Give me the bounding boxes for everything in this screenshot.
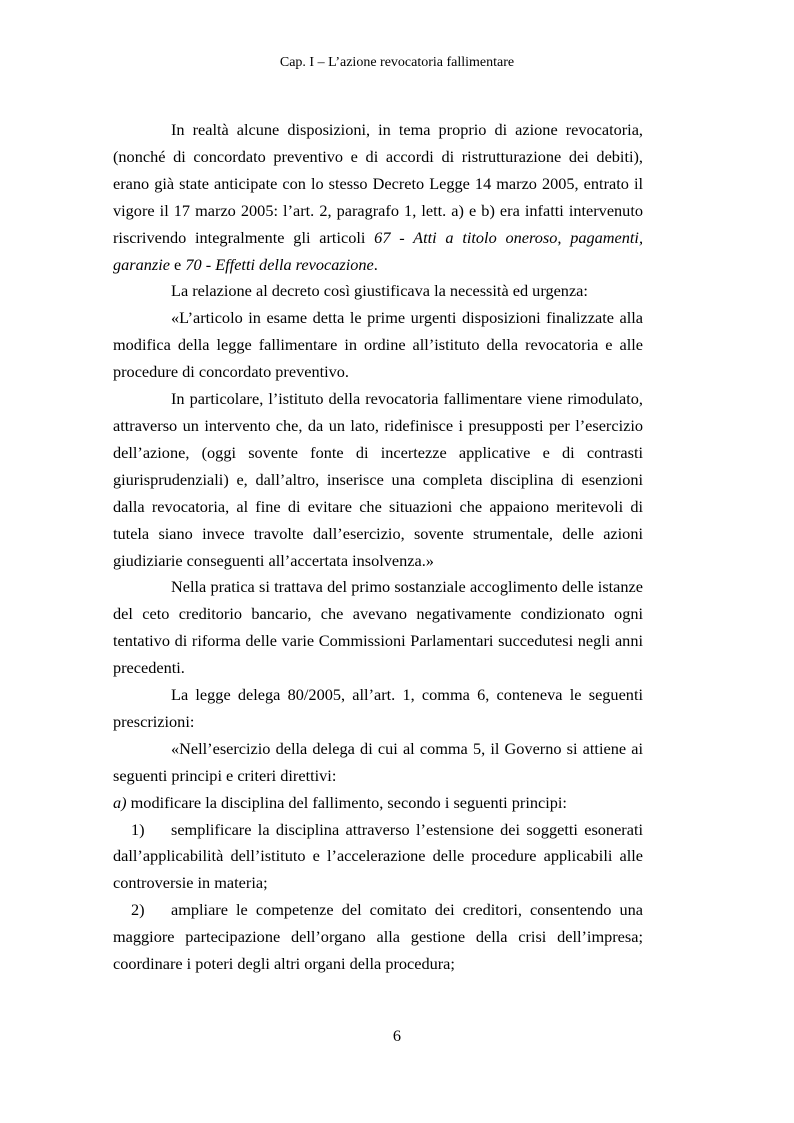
paragraph: In realtà alcune disposizioni, in tema proprio di azione revocatoria, (nonché di concordato preventivo e di accordi di ristrutturazione dei debiti), erano già state anticipate con lo stesso Decreto Legge 14 marzo 2005, entrato il vigore il 17 marzo 2005: l’art. 2, paragrafo 1, lett. a) e b) era infatti intervenuto riscrivendo integralmente gli articoli 67 - Atti a titolo oneroso, pagamenti, garanzie e 70 - Effetti della revocazione. [113,120,644,274]
list-item: 1) semplificare la disciplina attraverso l’estensione dei soggetti esonerati dall’applicabilità dell’istituto e l’accelerazione delle procedure applicabili alle controversie in materia; [113,817,643,898]
list-heading: a) modificare la disciplina del fallimento, secondo i seguenti principi: [113,792,567,812]
list-number: 1) [131,819,145,839]
page-number: 6 [392,1026,402,1045]
paragraph: La legge delega 80/2005, all’art. 1, comma 6, conteneva le seguenti prescrizioni: [113,685,643,731]
list-number: 2) [131,900,145,920]
paragraph: Nella pratica si trattava del primo sostanziale accoglimento delle istanze del ceto creditorio bancario, che avevano negativamente condizionato ogni tentativo di riforma delle varie Commissioni Parlamentari succedutesi negli anni precedenti. [113,577,643,678]
running-header: Cap. I – L’azione revocatoria fallimentare [279,55,515,70]
quote-paragraph: In particolare, l’istituto della revocatoria fallimentare viene rimodulato, attraverso un intervento che, da un lato, ridefinisce i presupposti per l’esercizio dell’azione, (oggi sovente fonte di incertezze applicative e di contrasti giurisprudenziali) e, dall’altro, inserisce una completa disciplina di esenzioni dalla revocatoria, al fine di evitare che situazioni che appaiono meritevoli di tutela siano invece travolte dall’esercizio, sovente strumentale, delle azioni giudiziarie conseguenti all’accertata insolvenza.» [113,389,643,570]
paragraph: La relazione al decreto così giustificava la necessità ed urgenza: [171,281,588,301]
list-item: 2) ampliare le competenze del comitato dei creditori, consentendo una maggiore partecipazione dell’organo alla gestione della crisi dell’impresa; coordinare i poteri degli altri organi della procedura; [113,897,643,978]
quote-paragraph: «Nell’esercizio della delega di cui al comma 5, il Governo si attiene ai seguenti principi e criteri direttivi: [113,738,643,785]
page-body [113,117,643,978]
quote-paragraph: «L’articolo in esame detta le prime urgenti disposizioni finalizzate alla modifica della legge fallimentare in ordine all’istituto della revocatoria e alle procedure di concordato preventivo. [113,308,643,382]
